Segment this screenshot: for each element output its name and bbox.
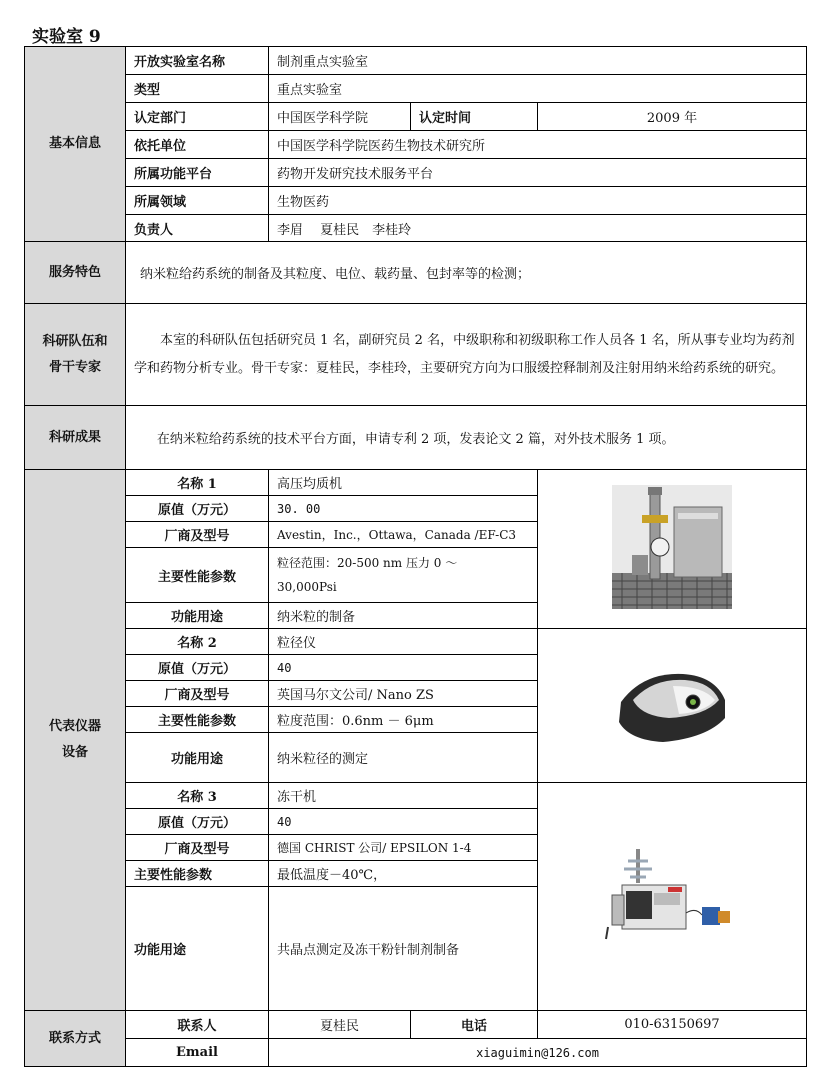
section-contact: 联系方式 [25, 1011, 126, 1067]
instrument-photo-cell [538, 470, 807, 629]
field-value: 制剂重点实验室 [269, 47, 807, 75]
instrument-maker: 英国马尔文公司/ Nano ZS [269, 681, 538, 707]
field-value: 李眉 夏桂民 李桂玲 [269, 215, 807, 242]
instrument-name: 冻干机 [269, 783, 538, 809]
homogenizer-photo [612, 485, 732, 609]
instrument-price-label: 原值（万元） [126, 655, 269, 681]
lab-info-table [24, 46, 807, 1067]
instrument-spec-line1: 粒径范围：20-500 nm 压力 0 ～ [277, 556, 458, 570]
instrument-spec-label: 主要性能参数 [126, 707, 269, 733]
instrument-name-label: 名称 3 [126, 783, 269, 809]
instrument-use-label: 功能用途 [126, 603, 269, 629]
instrument-spec-label: 主要性能参数 [126, 861, 269, 887]
field-value: 中国医学科学院 [269, 103, 411, 131]
instrument-maker: Avestin，Inc.，Ottawa，Canada /EF-C3 [269, 522, 538, 548]
section-service: 服务特色 [25, 242, 126, 304]
instrument-price-label: 原值（万元） [126, 496, 269, 522]
section-team-line1: 科研队伍和 [42, 333, 108, 349]
instrument-spec [269, 548, 538, 603]
freeze-dryer-photo [602, 847, 742, 943]
instrument-name: 粒径仪 [269, 629, 538, 655]
field-value: 重点实验室 [269, 75, 807, 103]
field-value: 生物医药 [269, 187, 807, 215]
field-value: 2009 年 [538, 103, 807, 131]
instrument-maker-label: 厂商及型号 [126, 522, 269, 548]
results-text: 在纳米粒给药系统的技术平台方面，申请专利 2 项，发表论文 2 篇，对外技术服务 1 项。 [126, 406, 807, 470]
instrument-name-label: 名称 1 [126, 470, 269, 496]
instrument-maker-label: 厂商及型号 [126, 681, 269, 707]
section-team-line2: 骨干专家 [48, 359, 101, 375]
instrument-photo-cell [538, 629, 807, 783]
field-value: 药物开发研究技术服务平台 [269, 159, 807, 187]
section-instruments-line1: 代表仪器 [48, 719, 101, 734]
field-label: 所属功能平台 [126, 159, 269, 187]
instrument-name: 高压均质机 [269, 470, 538, 496]
particle-sizer-photo [613, 656, 731, 752]
instrument-price: 40 [269, 655, 538, 681]
instrument-use: 纳米粒径的测定 [269, 733, 538, 783]
instrument-use: 共晶点测定及冻干粉针制剂制备 [269, 887, 538, 1011]
instrument-use-label: 功能用途 [126, 733, 269, 783]
contact-phone-label: 电话 [411, 1011, 538, 1039]
field-label: 认定时间 [411, 103, 538, 131]
instrument-use: 纳米粒的制备 [269, 603, 538, 629]
field-label: 负责人 [126, 215, 269, 242]
field-label: 依托单位 [126, 131, 269, 159]
field-label: 认定部门 [126, 103, 269, 131]
page-title: 实验室 9 [32, 27, 101, 47]
section-basic-info: 基本信息 [25, 47, 126, 242]
instrument-maker-label: 厂商及型号 [126, 835, 269, 861]
instrument-price-label: 原值（万元） [126, 809, 269, 835]
instrument-price: 40 [269, 809, 538, 835]
contact-person-label: 联系人 [126, 1011, 269, 1039]
instrument-photo-cell [538, 783, 807, 1011]
field-value: 中国医学科学院医药生物技术研究所 [269, 131, 807, 159]
team-text: 本室的科研队伍包括研究员 1 名，副研究员 2 名，中级职称和初级职称工作人员各 1 名，所从事专业均为药剂学和药物分析专业。骨干专家：夏桂民，李桂玲，主要研究方向为口服缓控释制剂及注射用纳米给药系统的研究。 [126, 304, 807, 406]
instrument-name-label: 名称 2 [126, 629, 269, 655]
section-instruments-line2: 设备 [61, 745, 88, 760]
contact-person: 夏桂民 [269, 1011, 411, 1039]
section-results: 科研成果 [25, 406, 126, 470]
section-instruments [25, 470, 126, 1011]
instrument-use-label: 功能用途 [126, 887, 269, 1011]
instrument-maker: 德国 CHRIST 公司/ EPSILON 1-4 [269, 835, 538, 861]
instrument-spec-line2: 30,000Psi [277, 580, 337, 594]
field-label: 开放实验室名称 [126, 47, 269, 75]
service-text: 纳米粒给药系统的制备及其粒度、电位、载药量、包封率等的检测； [126, 242, 807, 304]
instrument-price: 30. 00 [269, 496, 538, 522]
contact-phone: 010-63150697 [538, 1011, 807, 1039]
contact-email[interactable]: xiaguimin@126.com [269, 1039, 807, 1067]
instrument-spec: 最低温度－40℃， [269, 861, 538, 887]
instrument-spec: 粒度范围：0.6nm － 6μm [269, 707, 538, 733]
contact-email-label: Email [126, 1039, 269, 1067]
field-label: 类型 [126, 75, 269, 103]
instrument-spec-label: 主要性能参数 [126, 548, 269, 603]
section-team [25, 304, 126, 406]
field-label: 所属领域 [126, 187, 269, 215]
